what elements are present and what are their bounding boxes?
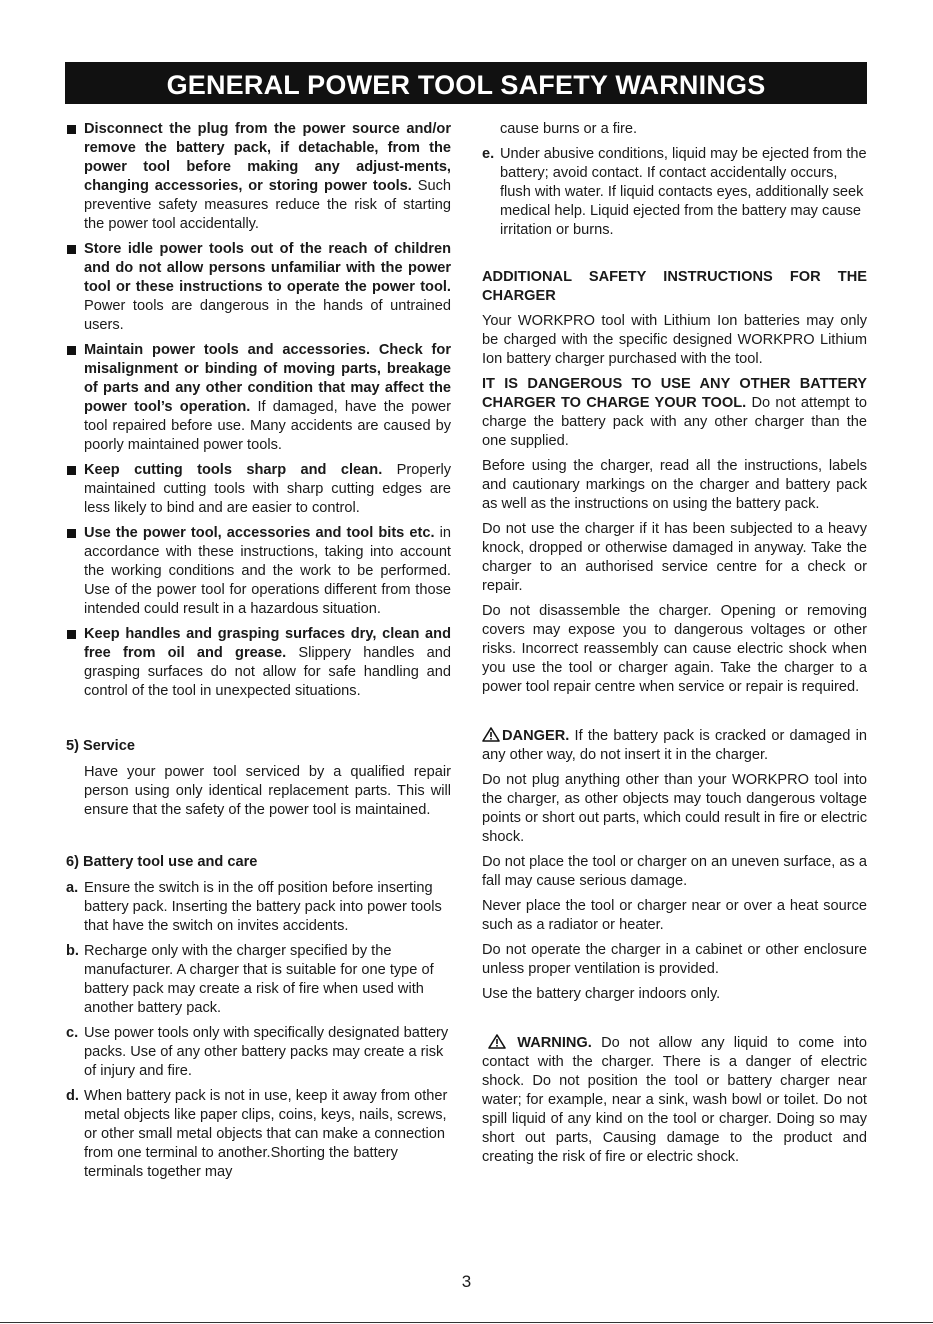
battery-item-a <box>66 879 451 936</box>
warning-paragraph <box>482 1034 867 1167</box>
warning-label: WARNING. <box>517 1035 592 1051</box>
item-letter: e. <box>482 146 495 162</box>
bullet-disconnect-plug <box>66 120 451 234</box>
bullet-heading: Store idle power tools out of the reach of children and do not allow persons unfamiliar with the power tool or these instructions to operate the power tool. <box>84 241 451 295</box>
page-title: GENERAL POWER TOOL SAFETY WARNINGS <box>166 70 766 100</box>
charger-warning-bold: IT IS DANGEROUS TO USE ANY OTHER BATTERY CHARGER TO CHARGE YOUR TOOL. <box>482 376 867 411</box>
bullet-text: Slippery handles and grasping surfaces do not allow for safe handling and control of the tool in unexpected situations. <box>84 645 451 699</box>
bullet-text: If damaged, have the power tool repaired before use. Many accidents are caused by poorly maintained power tools. <box>84 399 451 453</box>
charger-paragraph: Do not use the charger if it has been subjected to a heavy knock, dropped or otherwise damaged in anyway. Take the charger to an authorised service centre for a check or repair. <box>482 521 867 594</box>
battery-item-b <box>66 942 451 1018</box>
item-letter: d. <box>66 1088 79 1104</box>
item-text: Under abusive conditions, liquid may be ejected from the battery; avoid contact. If contact accidentally occurs, flush with water. If liquid contacts eyes, additionally seek medical help. Liquid ejected from the battery may cause irritation or burns. <box>500 146 867 238</box>
page-number: 3 <box>461 1272 472 1291</box>
bullet-text: Power tools are dangerous in the hands of untrained users. <box>84 298 451 333</box>
danger-text: If the battery pack is cracked or damaged in any other way, do not insert it in the charger. <box>482 728 867 763</box>
bullet-store-idle-tools <box>66 240 451 335</box>
item-letter: b. <box>66 943 79 959</box>
danger-paragraph: Do not place the tool or charger on an uneven surface, as a fall may cause serious damage. <box>482 854 867 889</box>
item-text: Ensure the switch is in the off position before inserting battery pack. Inserting the battery pack into power tools that have the switch on invites accidents. <box>84 880 442 934</box>
bullet-cutting-tools <box>66 461 451 518</box>
section-heading-charger: ADDITIONAL SAFETY INSTRUCTIONS FOR THE CHARGER <box>482 269 867 304</box>
section-heading-battery: 6) Battery tool use and care <box>66 854 258 870</box>
bullet-heading: Disconnect the plug from the power source and/or remove the battery pack, if detachable, from the power tool before making any adjust-ments, changing accessories, or storing power tools. <box>84 121 451 194</box>
bullet-text: in accordance with these instructions, taking into account the working conditions and the work to be performed. Use of the power tool for operations different from those intended could result in a hazardous situation. <box>84 525 451 617</box>
bullet-square-icon <box>67 125 76 134</box>
bullet-text: Such preventive safety measures reduce the risk of starting the power tool accidentally. <box>84 178 451 232</box>
bullet-square-icon <box>67 245 76 254</box>
item-text: Recharge only with the charger specified by the manufacturer. A charger that is suitable for one type of battery pack may create a risk of fire when used with another battery pack. <box>84 943 434 1016</box>
danger-paragraph: Do not plug anything other than your WORKPRO tool into the charger, as other objects may touch dangerous voltage points or short out parts, which could result in fire or electric shock. <box>482 772 867 845</box>
right-column <box>482 120 867 1173</box>
warning-text: Do not allow any liquid to come into contact with the charger. There is a danger of electric shock. Do not position the tool or battery charger near water; for example, near a sink, wash bowl or toilet. Do not spill liquid of any kind on the tool or charger. Doing so may short out parts, Causing damage to the product and creating the risk of fire or electric shock. <box>482 1035 867 1165</box>
danger-paragraph: Use the battery charger indoors only. <box>482 986 721 1002</box>
battery-item-c <box>66 1024 451 1081</box>
charger-paragraph: Before using the charger, read all the instructions, labels and cautionary markings on the charger and battery pack as well as the instructions on using the battery pack. <box>482 458 867 512</box>
bullet-square-icon <box>67 466 76 475</box>
warning-triangle-icon <box>488 1034 506 1049</box>
item-text: When battery pack is not in use, keep it away from other metal objects like paper clips, coins, keys, nails, screws, or other small metal objects that can make a connection from one terminal to another.Shorting the battery terminals together may <box>84 1088 448 1180</box>
battery-item-d <box>66 1087 451 1182</box>
bullet-maintain-tools <box>66 341 451 455</box>
bullet-heading: Use the power tool, accessories and tool bits etc. <box>84 525 435 541</box>
item-letter: a. <box>66 880 79 896</box>
danger-paragraph <box>482 727 867 765</box>
bullet-square-icon <box>67 630 76 639</box>
bullet-heading: Maintain power tools and accessories. Check for misalignment or binding of moving parts, breakage of parts and any other condition that may affect the power tool’s operation. <box>84 342 451 415</box>
bullet-use-accessories <box>66 524 451 619</box>
item-text: Use power tools only with specifically designated battery packs. Use of any other battery packs may create a risk of injury and fire. <box>84 1025 449 1079</box>
page-title-banner <box>65 62 867 104</box>
bullet-handles-dry <box>66 625 451 701</box>
bullet-square-icon <box>67 529 76 538</box>
bullet-text: Properly maintained cutting tools with sharp cutting edges are less likely to bind and are easier to control. <box>84 462 451 516</box>
danger-paragraph: Never place the tool or charger near or over a heat source such as a radiator or heater. <box>482 898 867 933</box>
continued-text: cause burns or a fire. <box>500 121 638 137</box>
section-heading-service: 5) Service <box>66 738 135 754</box>
danger-triangle-icon <box>482 727 500 742</box>
charger-warning-text: Do not attempt to charge the battery pack with any other charger than the one supplied. <box>482 395 867 449</box>
bottom-divider <box>0 1322 933 1323</box>
service-text: Have your power tool serviced by a qualified repair person using only identical replacement parts. This will ensure that the safety of the power tool is maintained. <box>84 764 451 818</box>
left-column <box>66 120 451 1188</box>
charger-paragraph: Do not disassemble the charger. Opening or removing covers may expose you to dangerous voltages or other risks. Incorrect reassembly can cause electric shock when you use the tool or charger again. Take the charger to a power tool repair centre when service or repair is required. <box>482 603 867 695</box>
battery-item-e <box>482 145 867 240</box>
danger-label: DANGER. <box>502 728 570 744</box>
item-letter: c. <box>66 1025 79 1041</box>
bullet-square-icon <box>67 346 76 355</box>
charger-paragraph: Your WORKPRO tool with Lithium Ion batteries may only be charged with the specific designed WORKPRO Lithium Ion battery charger purchased with the tool. <box>482 313 867 367</box>
bullet-heading: Keep handles and grasping surfaces dry, clean and free from oil and grease. <box>84 626 451 661</box>
danger-paragraph: Do not operate the charger in a cabinet or other enclosure unless proper ventilation is provided. <box>482 942 867 977</box>
charger-warning-paragraph <box>482 375 867 451</box>
bullet-heading: Keep cutting tools sharp and clean. <box>84 462 383 478</box>
